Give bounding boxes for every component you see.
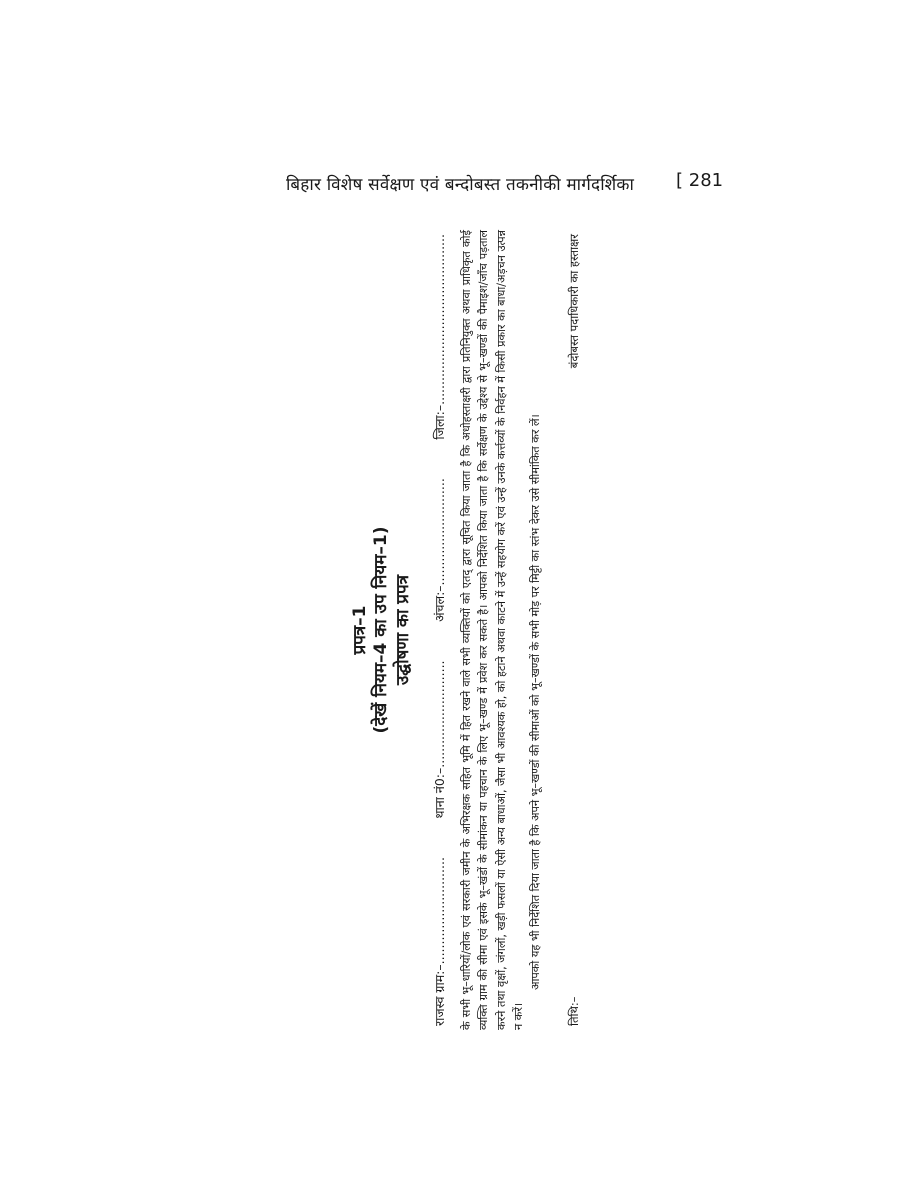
date-label: तिथि:– [566, 996, 581, 1026]
page-number: [ 281 [676, 170, 724, 191]
running-header-title: बिहार विशेष सर्वेक्षण एवं बन्दोबस्त तकनीकी मार्गदर्शिका [286, 175, 635, 195]
form-fields-row [432, 230, 448, 1030]
form-footer [567, 230, 582, 1030]
signature-label: बंदोबस्त पदाधिकारी का हस्ताक्षर [566, 234, 581, 369]
notice-body [458, 230, 545, 1030]
form-title-line-2: (देखें नियम–4 का उप नियम–1) [371, 526, 392, 734]
form-title [350, 230, 414, 1030]
form-title-line-1: प्रपत्र–1 [350, 605, 370, 655]
rotated-form-block [350, 230, 581, 1030]
field-anchal: अंचल:–........................... [431, 478, 447, 622]
field-district: जिला:–........................................... [431, 234, 447, 440]
field-revenue-village: राजस्व ग्राम:–........................... [431, 857, 447, 1026]
field-thana-no: थाना नं0:–........................... [431, 660, 447, 819]
notice-paragraph-1: के सभी भू–धारियों/लोक एवं सरकारी जमीन के अभिरक्षक सहित भूमि में हित रखने वाले सभी व्यक्तियों को एतद् द्वारा सूचित किया जाता है कि अधोहस्ताक्षरी द्वारा प्रतिनियुक्त अथवा प्राधिकृत कोई व्यक्ति ग्राम की सीमा एवं इसके भू–खंडों के सीमांकन या पहचान के लिए भू–खण्ड में प्रवेश कर सकते है। आपको निर्देशित किया जाता है कि सर्वेक्षण के उद्देश्य से भू–खण्डों की पैमाइश/जाँच पड़ताल करने तथा वृक्षों, जंगलों, खड़ी फसलों या ऐसी अन्य बाधाओं, जैसा भी आवश्यक हो, को हटाने अथवा काटने में उन्हें सहयोग करें एवं उन्हें उनके कर्त्तव्यों के निर्वहन में किसी प्रकार का बाधा/अड़चन उत्पन्न न करें। [460, 230, 526, 1030]
form-title-line-3: उद्घोषणा का प्रपत्र [392, 575, 413, 686]
notice-paragraph-2: आपको यह भी निर्देशित दिया जाता है कि अपने भू–खण्डों की सीमाओं को भू–खण्डों के सभी मोड़ पर मिट्टी का स्तंभ देकर उसे सीमांकित कर लें। [529, 414, 543, 990]
